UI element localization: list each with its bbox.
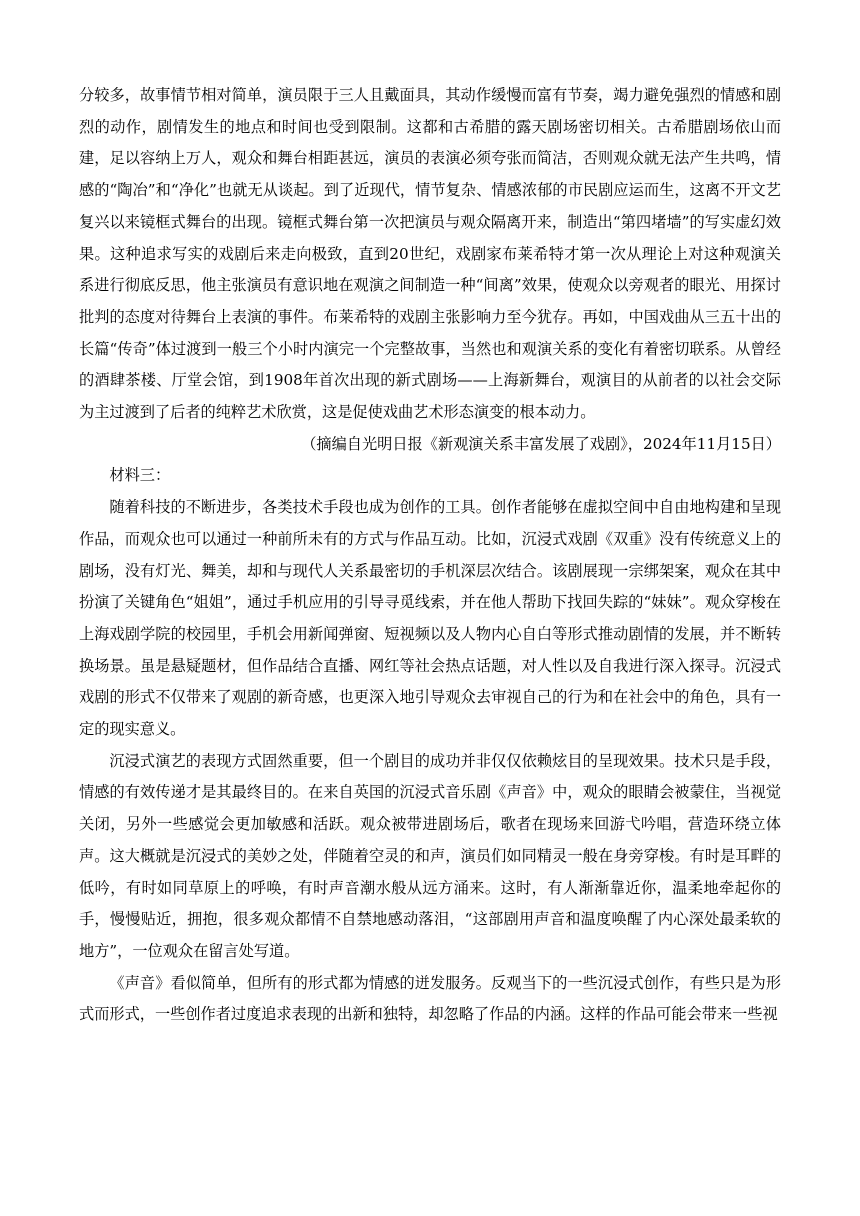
paragraph-immersive-drama: 随着科技的不断进步，各类技术手段也成为创作的工具。创作者能够在虚拟空间中自由地构建和呈现作品，而观众也可以通过一种前所未有的方式与作品互动。比如，沉浸式戏剧《双重》没有传统意义上的剧场，没有灯光、舞美，却和与现代人关系最密切的手机深层次结合。该剧展现一宗绑架案，观众在其中扮演了关键角色“姐姐”，通过手机应用的引导寻觅线索，并在他人帮助下找回失踪的“妹妹”。观众穿梭在上海戏剧学院的校园里，手机会用新闻弹窗、短视频以及人物内心自白等形式推动剧情的发展，并不断转换场景。虽是悬疑题材，但作品结合直播、网红等社会热点话题，对人性以及自我进行深入探寻。沉浸式戏剧的形式不仅带来了观剧的新奇感，也更深入地引导观众去审视自己的行为和在社会中的角色，具有一定的现实意义。 <box>79 498 781 739</box>
section-heading-material-three: 材料三： <box>109 466 171 485</box>
paragraph-sound-musical: 沉浸式演艺的表现方式固然重要，但一个剧目的成功并非仅仅依赖炫目的呈现效果。技术只是手段，情感的有效传递才是其最终目的。在来自英国的沉浸式音乐剧《声音》中，观众的眼睛会被蒙住，当视觉关闭，另外一些感觉会更加敏感和活跃。观众被带进剧场后，歌者在现场来回游弋吟唱，营造环绕立体声。这大概就是沉浸式的美妙之处，伴随着空灵的和声，演员们如同精灵一般在身旁穿梭。有时是耳畔的低吟，有时如同草原上的呼唤，有时声音潮水般从远方涌来。这时，有人渐渐靠近你，温柔地牵起你的手，慢慢贴近，拥抱，很多观众都情不自禁地感动落泪，“这部剧用声音和温度唤醒了内心深处最柔软的地方”，一位观众在留言处写道。 <box>79 751 781 960</box>
paragraph-form-and-content: 《声音》看似简单，但所有的形式都为情感的迸发服务。反观当下的一些沉浸式创作，有些只是为形式而形式，一些创作者过度追求表现的出新和独特，却忽略了作品的内涵。这样的作品可能会带来一些视 <box>79 973 781 1024</box>
paragraph-material-two-continued: 分较多，故事情节相对简单，演员限于三人且戴面具，其动作缓慢而富有节奏，竭力避免强烈的情感和剧烈的动作，剧情发生的地点和时间也受到限制。这都和古希腊的露天剧场密切相关。古希腊剧场依山而建，足以容纳上万人，观众和舞台相距甚远，演员的表演必须夸张而简洁，否则观众就无法产生共鸣，情感的“陶冶”和“净化”也就无从谈起。到了近现代，情节复杂、情感浓郁的市民剧应运而生，这离不开文艺复兴以来镜框式舞台的出现。镜框式舞台第一次把演员与观众隔离开来，制造出“第四堵墙”的写实虚幻效果。这种追求写实的戏剧后来走向极致，直到20世纪，戏剧家布莱希特才第一次从理论上对这种观演关系进行彻底反思，他主张演员有意识地在观演之间制造一种“间离”效果，使观众以旁观者的眼光、用探讨批判的态度对待舞台上表演的事件。布莱希特的戏剧主张影响力至今犹存。再如，中国戏曲从三五十出的长篇“传奇”体过渡到一般三个小时内演完一个完整故事，当然也和观演关系的变化有着密切联系。从曾经的酒肆茶楼、厅堂会馆，到1908年首次出现的新式剧场——上海新舞台，观演目的从前者的以社会交际为主过渡到了后者的纯粹艺术欣赏，这是促使戏曲艺术形态演变的根本动力。 <box>79 86 781 422</box>
source-citation: （摘编自光明日报《新观演关系丰富发展了戏剧》，2024年11月15日） <box>301 434 781 453</box>
document-page <box>79 80 781 1031</box>
